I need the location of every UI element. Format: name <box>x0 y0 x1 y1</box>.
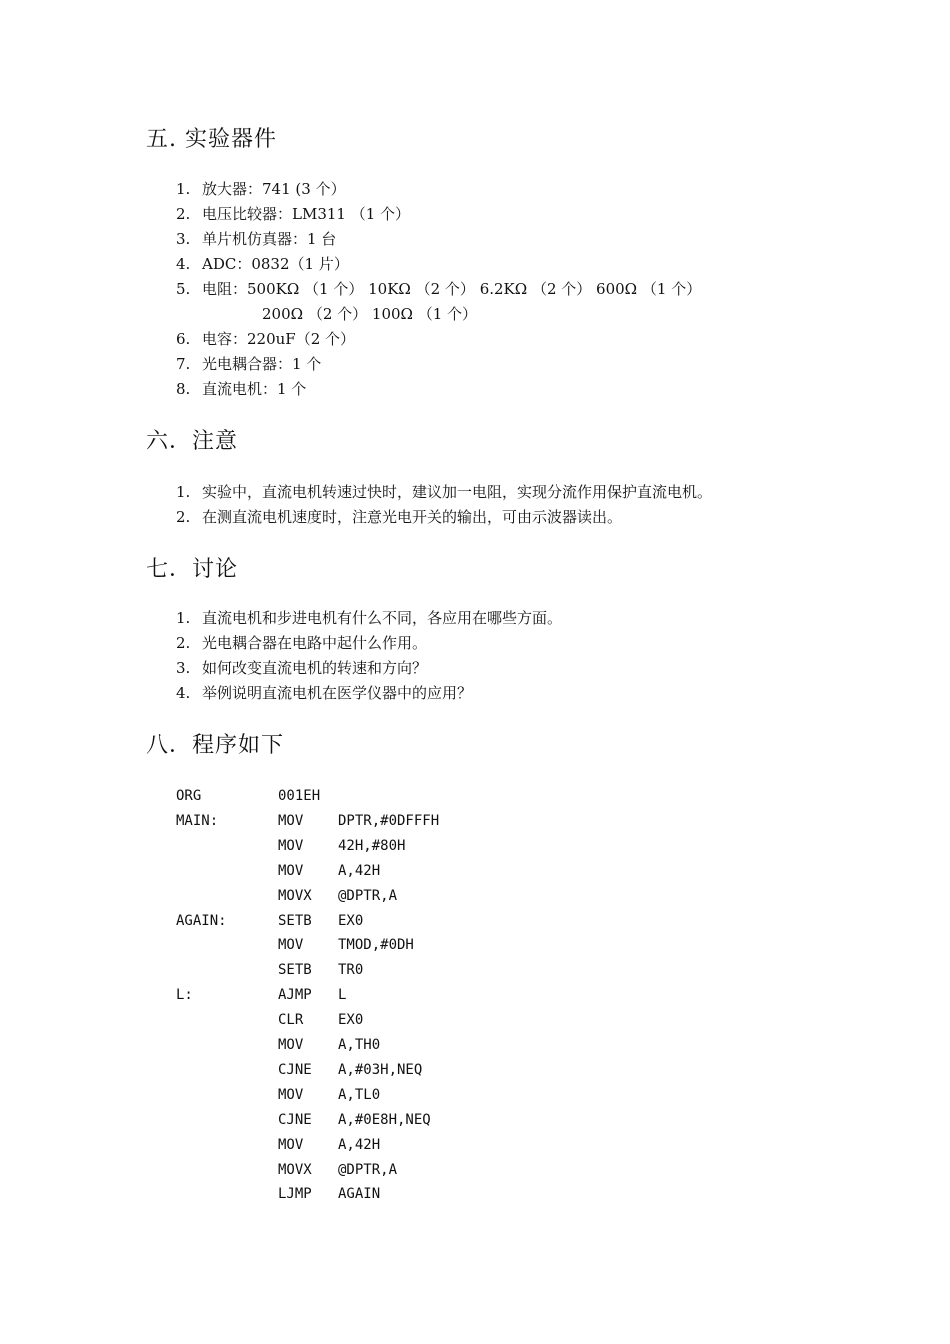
code-operand: DPTR,#0DFFFH <box>338 813 440 829</box>
code-label: MAIN: <box>176 813 219 829</box>
list-item: 4. 举例说明直流电机在医学仪器中的应用？ <box>176 684 473 702</box>
list-item: 8. 直流电机：1 个 <box>176 380 307 398</box>
code-operand: A,42H <box>338 863 381 879</box>
code-operand: A,#0E8H,NEQ <box>338 1112 431 1128</box>
code-operand: TR0 <box>338 962 364 978</box>
code-opcode: MOV <box>278 1087 304 1103</box>
code-opcode: MOV <box>278 1137 304 1153</box>
code-opcode: 001EH <box>278 788 321 804</box>
code-label: L: <box>176 987 193 1003</box>
code-opcode: MOV <box>278 838 304 854</box>
code-opcode: MOV <box>278 937 304 953</box>
list-item: 3. 单片机仿真器：1 台 <box>176 230 337 248</box>
code-operand: A,#03H,NEQ <box>338 1062 423 1078</box>
code-opcode: CJNE <box>278 1112 312 1128</box>
list-item: 2. 在测直流电机速度时，注意光电开关的输出，可由示波器读出。 <box>176 508 623 526</box>
code-operand: A,TH0 <box>338 1037 381 1053</box>
list-item: 5. 电阻：500KΩ （1 个） 10KΩ （2 个） 6.2KΩ （2 个） 600Ω （1 个） <box>176 280 702 298</box>
list-item: 2. 电压比较器：LM311 （1 个） <box>176 205 411 223</box>
code-label: ORG <box>176 788 202 804</box>
section-7-heading: 七．讨论 <box>146 557 239 582</box>
code-opcode: SETB <box>278 962 312 978</box>
code-operand: A,42H <box>338 1137 381 1153</box>
list-item: 2. 光电耦合器在电路中起什么作用。 <box>176 634 428 652</box>
section-8-heading: 八．程序如下 <box>146 733 285 758</box>
code-opcode: LJMP <box>278 1186 312 1202</box>
list-item: 3. 如何改变直流电机的转速和方向？ <box>176 659 428 677</box>
list-item: 1. 放大器：741 (3 个） <box>176 180 346 198</box>
code-label: AGAIN: <box>176 913 227 929</box>
list-item: 1. 直流电机和步进电机有什么不同，各应用在哪些方面。 <box>176 609 563 627</box>
list-item-continuation: 200Ω （2 个） 100Ω （1 个） <box>262 305 478 323</box>
code-operand: EX0 <box>338 1012 364 1028</box>
code-opcode: CLR <box>278 1012 304 1028</box>
code-operand: @DPTR,A <box>338 888 398 904</box>
code-operand: L <box>338 987 347 1003</box>
code-opcode: CJNE <box>278 1062 312 1078</box>
code-operand: AGAIN <box>338 1186 381 1202</box>
section-5-heading: 五. 实验器件 <box>146 127 277 152</box>
code-opcode: SETB <box>278 913 312 929</box>
section-6-heading: 六．注意 <box>146 429 239 454</box>
code-opcode: MOV <box>278 863 304 879</box>
code-operand: EX0 <box>338 913 364 929</box>
code-operand: 42H,#80H <box>338 838 406 854</box>
code-opcode: MOV <box>278 813 304 829</box>
code-opcode: MOV <box>278 1037 304 1053</box>
code-opcode: AJMP <box>278 987 312 1003</box>
code-opcode: MOVX <box>278 888 312 904</box>
list-item: 4. ADC：0832（1 片） <box>176 255 349 273</box>
code-operand: @DPTR,A <box>338 1162 398 1178</box>
code-operand: A,TL0 <box>338 1087 381 1103</box>
list-item: 7. 光电耦合器：1 个 <box>176 355 322 373</box>
list-item: 1. 实验中，直流电机转速过快时，建议加一电阻，实现分流作用保护直流电机。 <box>176 483 713 501</box>
code-opcode: MOVX <box>278 1162 312 1178</box>
list-item: 6. 电容：220uF（2 个） <box>176 330 356 348</box>
code-operand: TMOD,#0DH <box>338 937 414 953</box>
